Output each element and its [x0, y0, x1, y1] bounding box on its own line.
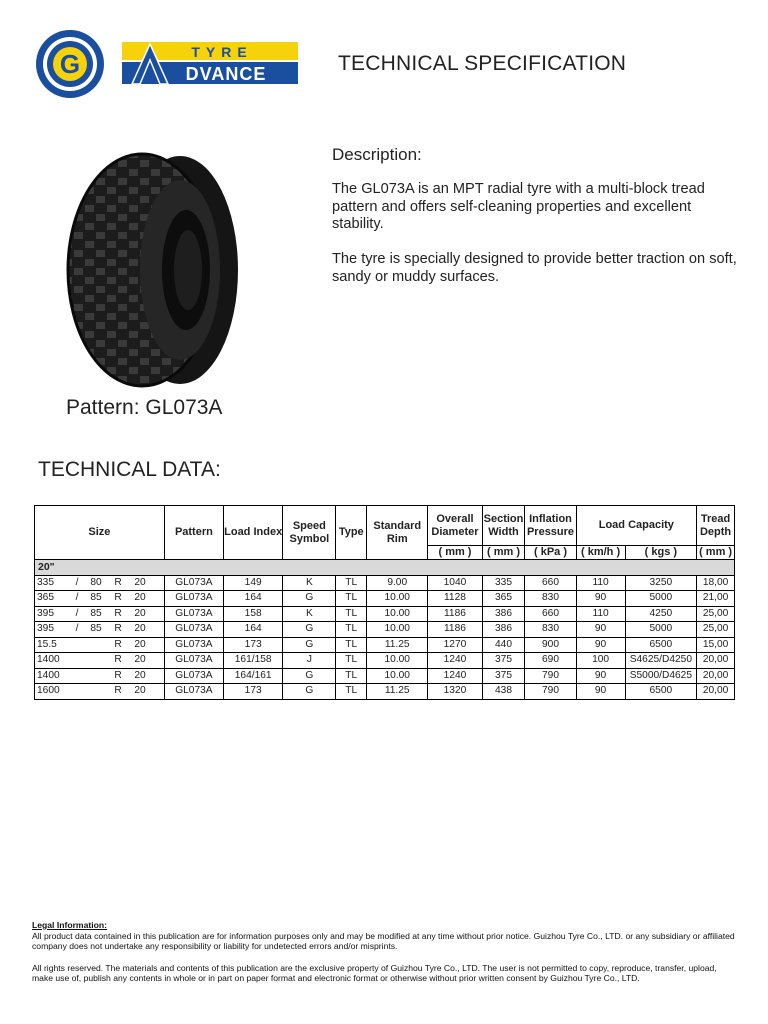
size-part: 85 — [90, 623, 102, 635]
cell-size — [35, 622, 165, 638]
cell-size — [35, 575, 165, 591]
cell-speed: 110 — [576, 575, 625, 591]
size-part: 1400 — [37, 654, 60, 666]
cell-load-index: 164/161 — [224, 668, 283, 684]
cell-load: 6500 — [625, 684, 697, 700]
cell-speed-symbol: G — [283, 622, 336, 638]
cell-tread-depth: 25,00 — [697, 606, 735, 622]
cell-standard-rim: 11.25 — [367, 684, 428, 700]
cell-section-width: 375 — [482, 668, 525, 684]
cell-section-width: 386 — [482, 606, 525, 622]
cell-speed: 100 — [576, 653, 625, 669]
unit-inflation-pressure: ( kPa ) — [525, 546, 576, 560]
cell-section-width: 365 — [482, 591, 525, 607]
guizhou-g-logo — [34, 28, 106, 100]
cell-standard-rim: 10.00 — [367, 606, 428, 622]
size-part: 20 — [134, 669, 146, 681]
size-part: R — [114, 685, 122, 697]
cell-standard-rim: 11.25 — [367, 637, 428, 653]
cell-tread-depth: 18,00 — [697, 575, 735, 591]
cell-load: S5000/D4625 — [625, 668, 697, 684]
cell-inflation-pressure: 660 — [525, 575, 576, 591]
cell-pattern: GL073A — [164, 591, 223, 607]
header-overall-diameter: Overall Diameter — [428, 506, 482, 546]
unit-section-width: ( mm ) — [482, 546, 525, 560]
logo-letter: G — [59, 49, 81, 79]
cell-pattern: GL073A — [164, 653, 223, 669]
cell-load: 6500 — [625, 637, 697, 653]
cell-tread-depth: 20,00 — [697, 668, 735, 684]
description-paragraph-1: The GL073A is an MPT radial tyre with a multi-block tread pattern and offers self-cleaning properties and excellent stability. — [332, 181, 705, 232]
description-heading: Description: — [332, 145, 422, 164]
size-part: / — [75, 592, 79, 604]
cell-inflation-pressure: 900 — [525, 637, 576, 653]
header-type: Type — [336, 506, 367, 560]
table-row — [35, 622, 735, 638]
description-paragraph-2: The tyre is specially designed to provide better traction on soft, sandy or muddy surfaces. — [332, 251, 737, 285]
cell-standard-rim: 10.00 — [367, 591, 428, 607]
size-part: / — [75, 623, 79, 635]
cell-load-index: 164 — [224, 622, 283, 638]
cell-load-index: 158 — [224, 606, 283, 622]
table-row — [35, 606, 735, 622]
size-part: R — [114, 654, 122, 666]
cell-type: TL — [336, 653, 367, 669]
cell-speed: 110 — [576, 606, 625, 622]
header-tread-depth: Tread Depth — [697, 506, 735, 546]
cell-tread-depth: 25,00 — [697, 622, 735, 638]
size-part: 395 — [37, 607, 54, 619]
cell-tread-depth: 20,00 — [697, 684, 735, 700]
cell-pattern: GL073A — [164, 622, 223, 638]
cell-inflation-pressure: 790 — [525, 684, 576, 700]
cell-inflation-pressure: 660 — [525, 606, 576, 622]
cell-standard-rim: 10.00 — [367, 622, 428, 638]
unit-speed: ( km/h ) — [576, 546, 625, 560]
cell-load-index: 164 — [224, 591, 283, 607]
legal-information — [32, 920, 738, 984]
size-part: 15.5 — [37, 638, 57, 650]
cell-type: TL — [336, 622, 367, 638]
cell-speed: 90 — [576, 668, 625, 684]
cell-type: TL — [336, 637, 367, 653]
header-standard-rim: Standard Rim — [367, 506, 428, 560]
cell-tread-depth: 15,00 — [697, 637, 735, 653]
table-row — [35, 668, 735, 684]
size-part: 20 — [134, 592, 146, 604]
header-load-index: Load Index — [224, 506, 283, 560]
cell-tread-depth: 20,00 — [697, 653, 735, 669]
cell-type: TL — [336, 575, 367, 591]
cell-load-index: 161/158 — [224, 653, 283, 669]
tyre-image — [62, 150, 242, 390]
cell-size — [35, 591, 165, 607]
cell-inflation-pressure: 790 — [525, 668, 576, 684]
cell-load: 5000 — [625, 591, 697, 607]
technical-data-heading: TECHNICAL DATA: — [38, 458, 221, 481]
cell-pattern: GL073A — [164, 606, 223, 622]
cell-speed: 90 — [576, 684, 625, 700]
size-part: 335 — [37, 576, 54, 588]
cell-inflation-pressure: 830 — [525, 622, 576, 638]
header-size: Size — [35, 506, 165, 560]
cell-load-index: 173 — [224, 684, 283, 700]
cell-speed-symbol: J — [283, 653, 336, 669]
cell-speed-symbol: K — [283, 606, 336, 622]
cell-overall-diameter: 1186 — [428, 622, 482, 638]
size-part: 20 — [134, 576, 146, 588]
size-part: R — [114, 669, 122, 681]
header-pattern: Pattern — [164, 506, 223, 560]
cell-speed: 90 — [576, 637, 625, 653]
cell-standard-rim: 10.00 — [367, 668, 428, 684]
cell-pattern: GL073A — [164, 575, 223, 591]
table-row — [35, 653, 735, 669]
size-part: 1400 — [37, 669, 60, 681]
cell-tread-depth: 21,00 — [697, 591, 735, 607]
pattern-label: Pattern: GL073A — [66, 396, 223, 419]
cell-load: 4250 — [625, 606, 697, 622]
cell-size — [35, 606, 165, 622]
cell-size — [35, 637, 165, 653]
size-part: R — [114, 638, 122, 650]
advance-tyre-logo — [122, 42, 298, 84]
size-part: 20 — [134, 607, 146, 619]
cell-type: TL — [336, 591, 367, 607]
cell-section-width: 386 — [482, 622, 525, 638]
header-load-capacity: Load Capacity — [576, 506, 697, 546]
cell-size — [35, 653, 165, 669]
document-title: TECHNICAL SPECIFICATION — [338, 52, 627, 75]
legal-rights: All rights reserved. The materials and contents of this publication are the exclusive property of Guizhou Tyre Co., LTD. The user is not permitted to copy, reproduce, transfer, upload, make use of, publish any contents in whole or in part on paper format and electronic format or otherwise without prior written consent by Guizhou Tyre Co., LTD. — [32, 962, 717, 983]
cell-type: TL — [336, 684, 367, 700]
cell-pattern: GL073A — [164, 668, 223, 684]
table-row — [35, 591, 735, 607]
size-part: 20 — [134, 638, 146, 650]
size-part: 85 — [90, 607, 102, 619]
cell-section-width: 335 — [482, 575, 525, 591]
size-part: 20 — [134, 623, 146, 635]
cell-load: 3250 — [625, 575, 697, 591]
cell-load-index: 149 — [224, 575, 283, 591]
cell-overall-diameter: 1240 — [428, 653, 482, 669]
size-part: 395 — [37, 623, 54, 635]
size-part: R — [114, 623, 122, 635]
cell-speed: 90 — [576, 591, 625, 607]
cell-speed-symbol: G — [283, 637, 336, 653]
unit-load: ( kgs ) — [625, 546, 697, 560]
cell-standard-rim: 10.00 — [367, 653, 428, 669]
rim-group-label: 20" — [35, 560, 735, 576]
technical-data-table — [34, 505, 735, 700]
cell-overall-diameter: 1320 — [428, 684, 482, 700]
unit-overall-diameter: ( mm ) — [428, 546, 482, 560]
cell-overall-diameter: 1240 — [428, 668, 482, 684]
cell-overall-diameter: 1186 — [428, 606, 482, 622]
cell-inflation-pressure: 830 — [525, 591, 576, 607]
cell-section-width: 440 — [482, 637, 525, 653]
unit-tread-depth: ( mm ) — [697, 546, 735, 560]
size-part: 20 — [134, 685, 146, 697]
cell-overall-diameter: 1270 — [428, 637, 482, 653]
cell-load: 5000 — [625, 622, 697, 638]
legal-disclaimer: All product data contained in this publication are for information purposes only and may be modified at any time without prior notice. Guizhou Tyre Co., LTD. or any subsidiary or affiliated company does not undertake any responsibility or liability for undetected errors and/or misprints. — [32, 930, 735, 951]
cell-pattern: GL073A — [164, 684, 223, 700]
cell-inflation-pressure: 690 — [525, 653, 576, 669]
size-part: 20 — [134, 654, 146, 666]
cell-standard-rim: 9.00 — [367, 575, 428, 591]
size-part: R — [114, 576, 122, 588]
table-row — [35, 684, 735, 700]
header-speed-symbol: Speed Symbol — [283, 506, 336, 560]
cell-section-width: 375 — [482, 653, 525, 669]
cell-size — [35, 668, 165, 684]
legal-heading: Legal Information: — [32, 920, 107, 930]
cell-speed-symbol: G — [283, 668, 336, 684]
brand-small-text: TYRE — [191, 44, 253, 60]
cell-load-index: 173 — [224, 637, 283, 653]
size-part: 365 — [37, 592, 54, 604]
header-inflation-pressure: Inflation Pressure — [525, 506, 576, 546]
size-part: 85 — [90, 592, 102, 604]
size-part: / — [75, 607, 79, 619]
size-part: / — [75, 576, 79, 588]
cell-section-width: 438 — [482, 684, 525, 700]
cell-speed-symbol: K — [283, 575, 336, 591]
cell-speed-symbol: G — [283, 684, 336, 700]
header-section-width: Section Width — [482, 506, 525, 546]
cell-overall-diameter: 1128 — [428, 591, 482, 607]
brand-big-text: DVANCE — [185, 64, 267, 84]
size-part: 1600 — [37, 685, 60, 697]
cell-overall-diameter: 1040 — [428, 575, 482, 591]
size-part: R — [114, 607, 122, 619]
cell-type: TL — [336, 668, 367, 684]
cell-size — [35, 684, 165, 700]
size-part: R — [114, 592, 122, 604]
size-part: 80 — [90, 576, 102, 588]
cell-speed: 90 — [576, 622, 625, 638]
cell-pattern: GL073A — [164, 637, 223, 653]
cell-load: S4625/D4250 — [625, 653, 697, 669]
table-row — [35, 637, 735, 653]
cell-type: TL — [336, 606, 367, 622]
table-row — [35, 575, 735, 591]
cell-speed-symbol: G — [283, 591, 336, 607]
